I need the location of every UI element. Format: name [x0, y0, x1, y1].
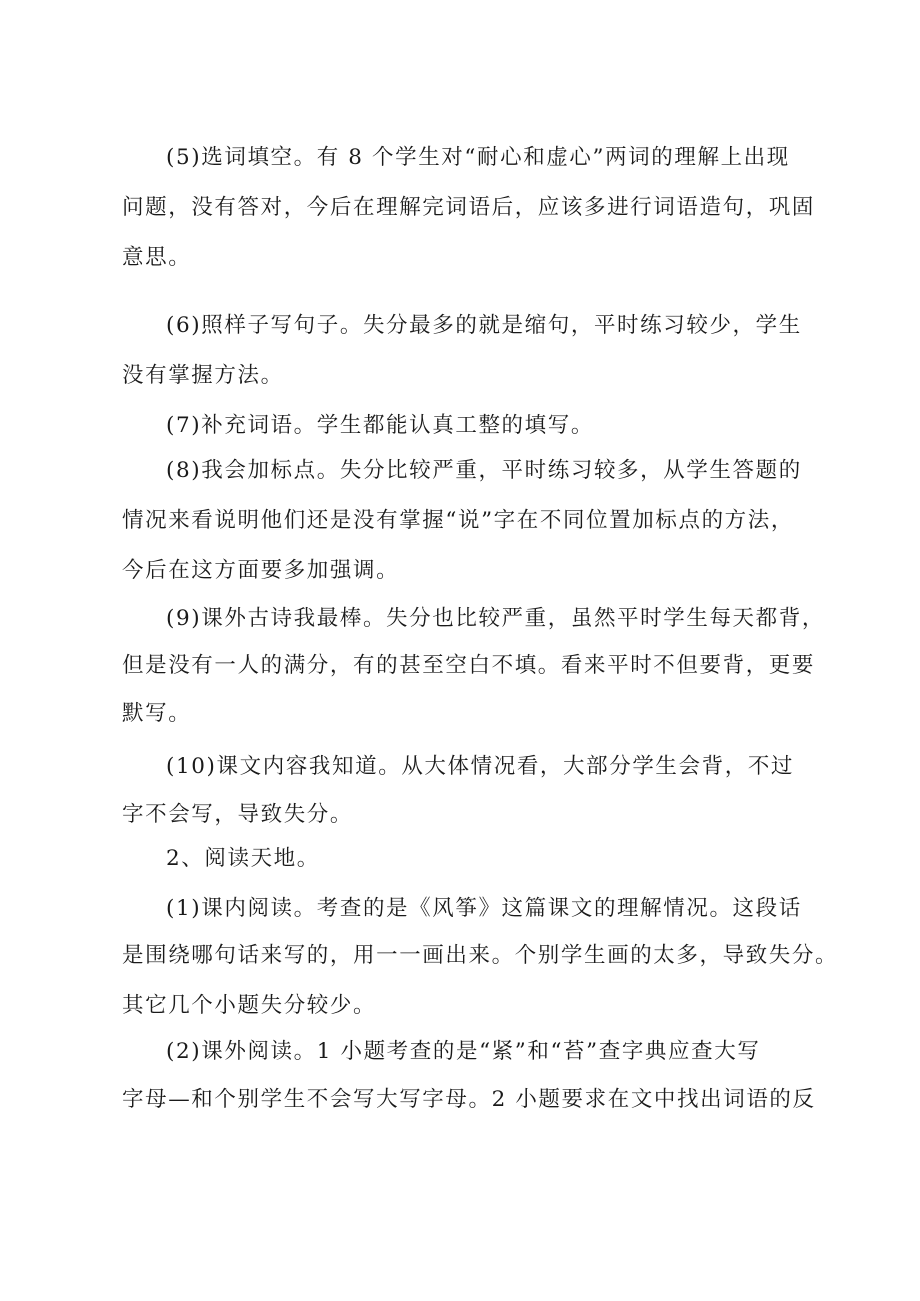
reading-1-line-2: 是围绕哪句话来写的，用一一画出来。个别学生画的太多，导致失分。	[122, 943, 839, 968]
paragraph-10-line-2: 字不会写，导致失分。	[122, 802, 354, 827]
paragraph-5-line-2: 问题，没有答对，今后在理解完词语后，应该多进行词语造句，巩固	[122, 195, 816, 220]
reading-1-line-1: (1)课内阅读。考查的是《风筝》这篇课文的理解情况。这段话	[166, 896, 802, 921]
paragraph-6-line-2: 没有掌握方法。	[122, 363, 284, 388]
paragraph-8-line-3: 今后在这方面要多加强调。	[122, 558, 400, 583]
paragraph-6-line-1: (6)照样子写句子。失分最多的就是缩句，平时练习较少，学生	[166, 313, 802, 338]
paragraph-8-line-1: (8)我会加标点。失分比较严重，平时练习较多，从学生答题的	[166, 458, 802, 483]
section-heading-reading: 2、阅读天地。	[166, 846, 320, 871]
paragraph-5-line-3: 意思。	[122, 245, 192, 270]
paragraph-8-line-2: 情况来看说明他们还是没有掌握“说”字在不同位置加标点的方法，	[122, 508, 794, 533]
paragraph-7-line-1: (7)补充词语。学生都能认真工整的填写。	[166, 413, 594, 438]
paragraph-9-line-3: 默写。	[122, 701, 192, 726]
reading-2-line-2: 字母—和个别学生不会写大写字母。2 小题要求在文中找出词语的反	[122, 1087, 816, 1112]
reading-1-line-3: 其它几个小题失分较少。	[122, 993, 377, 1018]
paragraph-5-line-1: (5)选词填空。有 8 个学生对“耐心和虚心”两词的理解上出现	[166, 145, 790, 170]
paragraph-10-line-1: (10)课文内容我知道。从大体情况看，大部分学生会背，不过	[166, 754, 795, 779]
reading-2-line-1: (2)课外阅读。1 小题考查的是“紧”和“苔”查字典应查大写	[166, 1039, 761, 1064]
paragraph-9-line-1: (9)课外古诗我最棒。失分也比较严重，虽然平时学生每天都背，	[166, 606, 825, 631]
paragraph-9-line-2: 但是没有一人的满分，有的甚至空白不填。看来平时不但要背，更要	[122, 653, 816, 678]
